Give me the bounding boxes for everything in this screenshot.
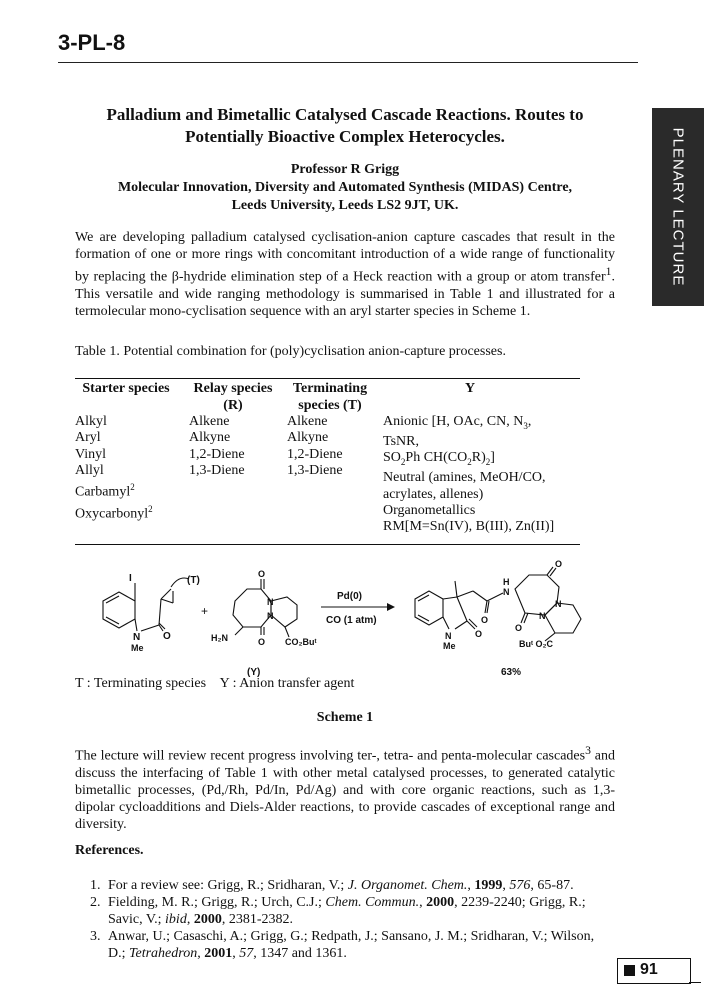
ref-sep: , bbox=[467, 878, 475, 893]
ref-text bbox=[108, 894, 615, 928]
table-cell-carbamyl bbox=[75, 479, 153, 501]
y-ketone-oxygen: O bbox=[258, 569, 266, 579]
title-line-1: Palladium and Bimetallic Catalysed Cascade Reactions. Routes to bbox=[106, 105, 584, 124]
amide-nitrogen: N bbox=[133, 632, 141, 643]
reagent-catalyst: Pd(0) bbox=[337, 591, 362, 602]
ref-year: 2000 bbox=[426, 895, 455, 910]
ref-number: 1. bbox=[90, 878, 101, 893]
table-top-rule bbox=[75, 378, 580, 379]
table-cell: 1,2-Diene bbox=[189, 446, 245, 462]
product-ketone-oxygen: O bbox=[555, 559, 563, 569]
author-name: Professor R Grigg bbox=[290, 162, 400, 177]
table-cell: Alkyne bbox=[287, 430, 329, 446]
author-block bbox=[75, 161, 615, 215]
column-relay bbox=[189, 414, 245, 479]
reagent-co: CO (1 atm) bbox=[326, 615, 377, 626]
iodide-atom: I bbox=[129, 573, 132, 584]
table-cell: Aryl bbox=[75, 430, 101, 446]
y-ester: CO₂Buᵗ bbox=[285, 637, 317, 647]
ref-journal: Tetrahedron bbox=[129, 946, 198, 961]
page-square-icon bbox=[624, 965, 635, 976]
scheme-label: Scheme 1 bbox=[316, 710, 374, 725]
ref-authors: For a review see: Grigg, R.; Sridharan, V.; bbox=[108, 878, 348, 893]
page-number-rule bbox=[689, 982, 701, 983]
ref-pages: , 2381-2382. bbox=[221, 912, 293, 927]
ref-text bbox=[108, 928, 615, 962]
intro-text-end: . This versatile and wide ranging methodology is summarised in Table 1 and illustrated for a termolecular mono-cyclisation sequence with an aryl starter species in Scheme 1. bbox=[75, 269, 615, 319]
anion-transfer-agent-structure bbox=[233, 579, 297, 637]
page-number: 91 bbox=[640, 961, 658, 978]
amide-oxygen: O bbox=[163, 631, 171, 642]
y1-sub: 3 bbox=[523, 420, 528, 431]
ref-sep: , bbox=[502, 878, 510, 893]
product-nitrogen: N bbox=[445, 631, 452, 641]
y3-a: SO bbox=[383, 450, 401, 466]
plus-sign: + bbox=[201, 604, 209, 618]
carbamyl-citation: 2 bbox=[130, 482, 135, 493]
reference-item bbox=[90, 928, 615, 962]
page-number-box bbox=[617, 958, 691, 984]
ref-journal: Chem. Commun. bbox=[325, 895, 420, 910]
affiliation-line-1: Molecular Innovation, Diversity and Automated Synthesis (MIDAS) Centre, bbox=[117, 180, 573, 195]
product-amide-h: H bbox=[503, 577, 510, 587]
header-relay-line1: Relay species bbox=[193, 381, 273, 396]
product-ring-nitrogen-1: N bbox=[555, 599, 562, 609]
reference-item bbox=[90, 894, 615, 928]
table-cell: 1,3-Diene bbox=[287, 462, 343, 478]
intro-paragraph bbox=[75, 229, 615, 320]
table-cell-y5: acrylates, allenes) bbox=[383, 486, 484, 502]
ref-volume: 576 bbox=[509, 878, 531, 893]
ref-journal: J. Organomet. Chem. bbox=[347, 878, 468, 893]
table-cell-y3 bbox=[383, 450, 554, 470]
ref-volume: 57 bbox=[239, 946, 254, 961]
oxycarbonyl-citation: 2 bbox=[148, 504, 153, 515]
header-relay-line2: (R) bbox=[223, 398, 243, 413]
y-amine: H₂N bbox=[211, 633, 228, 643]
table-cell: 1,3-Diene bbox=[189, 462, 245, 478]
table-cell: Alkene bbox=[189, 414, 230, 429]
product-yield: 63% bbox=[501, 667, 522, 678]
ref-pages: , 1347 and 1361. bbox=[253, 946, 347, 961]
table-bottom-rule bbox=[75, 544, 580, 545]
y-lactam-oxygen: O bbox=[258, 637, 266, 647]
section-side-tab bbox=[652, 108, 704, 306]
y1-text: Anionic [H, OAc, CN, N bbox=[383, 414, 524, 429]
table-cell: 1,2-Diene bbox=[287, 446, 343, 462]
column-starter bbox=[75, 414, 153, 523]
starting-material-structure bbox=[103, 578, 189, 631]
y3-c: R) bbox=[471, 450, 486, 466]
header-starter: Starter species bbox=[82, 381, 170, 396]
ref-sep: , bbox=[232, 946, 240, 961]
carbamyl-text: Carbamyl bbox=[75, 484, 131, 500]
y-label: (Y) bbox=[247, 667, 261, 678]
header-rule bbox=[58, 62, 638, 63]
table-cell: Alkene bbox=[287, 414, 328, 429]
title-line-2: Potentially Bioactive Complex Heterocycles. bbox=[185, 127, 505, 146]
y3-sub2: 2 bbox=[467, 457, 472, 468]
table-cell-y1 bbox=[383, 414, 554, 434]
body-citation: 3 bbox=[585, 744, 591, 757]
ref-pages: , 65-87. bbox=[530, 878, 574, 893]
y-ring-nitrogen-2: N bbox=[267, 611, 274, 621]
abstract-code: 3-PL-8 bbox=[58, 30, 126, 55]
t-marker-label: (T) bbox=[187, 575, 200, 586]
header-terminating bbox=[286, 380, 374, 414]
ref-authors: Anwar, U.; Casaschi, A.; Grigg, G.; Redpath, J.; Sansano, J. M.; Sridharan, V.; Wilson, D.; bbox=[108, 929, 595, 961]
y-ring-nitrogen-1: N bbox=[267, 597, 274, 607]
column-y bbox=[383, 414, 554, 536]
ref-number: 3. bbox=[90, 929, 101, 944]
y3-sub1: 2 bbox=[400, 457, 406, 468]
table-cell: Allyl bbox=[75, 462, 104, 478]
table-caption: Table 1. Potential combination for (poly)cyclisation anion-capture processes. bbox=[75, 344, 506, 359]
body-text: The lecture will review recent progress involving ter-, tetra- and penta-molecular cascades bbox=[75, 748, 586, 764]
ref-authors: Fielding, M. R.; Grigg, R.; Urch, C.J.; bbox=[108, 895, 326, 910]
intro-text: We are developing palladium catalysed cyclisation-anion capture cascades that result in the formation of one or more rings with concomitant introduction of a wide range of functionality by replacing the β-hydride elimination step of a Heck reaction with a group or atom transfer bbox=[75, 230, 615, 285]
column-terminating bbox=[287, 414, 343, 479]
table-cell-y2: TsNR, bbox=[383, 434, 419, 450]
ref-continuation: , 2239-2240; Grigg, R.; Savic, V.; bbox=[108, 895, 586, 927]
table-cell: Alkyne bbox=[189, 430, 231, 446]
n-methyl: Me bbox=[131, 643, 144, 653]
side-tab-label: PLENARY LECTURE bbox=[669, 127, 687, 287]
ref-text bbox=[108, 877, 615, 894]
product-n-methyl: Me bbox=[443, 641, 456, 651]
ref-sep: , bbox=[197, 946, 205, 961]
y1-end: , bbox=[527, 414, 532, 429]
y3-b: Ph CH(CO bbox=[405, 450, 468, 466]
reference-item bbox=[90, 877, 615, 894]
product-lactam-oxygen: O bbox=[515, 623, 523, 633]
body-paragraph bbox=[75, 742, 615, 833]
paper-title bbox=[75, 104, 615, 148]
product-ester: Buᵗ O₂C bbox=[519, 639, 553, 649]
ref-year: 1999 bbox=[474, 878, 503, 893]
y3-sub3: 2 bbox=[485, 457, 491, 468]
references-heading: References. bbox=[75, 843, 144, 858]
reaction-arrowhead bbox=[387, 603, 395, 611]
ref-number: 2. bbox=[90, 895, 101, 910]
affiliation-line-2: Leeds University, Leeds LS2 9JT, UK. bbox=[231, 198, 459, 213]
intro-citation: 1 bbox=[605, 265, 612, 278]
table-cell-oxycarbonyl bbox=[75, 501, 153, 523]
header-relay bbox=[188, 380, 278, 414]
product-amide-oxygen: O bbox=[481, 615, 489, 625]
ref-sep: , bbox=[419, 895, 427, 910]
table-cell-y6: Organometallics bbox=[383, 503, 476, 519]
table-cell: Vinyl bbox=[75, 446, 107, 462]
scheme-definitions: T : Terminating species Y : Anion transfer agent bbox=[75, 676, 355, 691]
ref-year: 2001 bbox=[204, 946, 233, 961]
ref-year: 2000 bbox=[193, 912, 222, 927]
product-oxindole-oxygen: O bbox=[475, 629, 483, 639]
ref-sep: , bbox=[186, 912, 194, 927]
header-term-line1: Terminating bbox=[292, 381, 368, 396]
table-cell-y7: RM[M=Sn(IV), B(III), Zn(II)] bbox=[383, 519, 555, 535]
header-y: Y bbox=[464, 381, 476, 396]
y3-d: ] bbox=[490, 450, 495, 466]
ref-ibid: ibid bbox=[165, 912, 187, 927]
product-ring-nitrogen-2: N bbox=[539, 611, 546, 621]
header-term-line2: species (T) bbox=[298, 398, 362, 413]
oxycarbonyl-text: Oxycarbonyl bbox=[75, 506, 149, 522]
reaction-scheme bbox=[75, 556, 615, 696]
table-cell: Alkyl bbox=[75, 414, 107, 429]
product-amide-nitrogen: N bbox=[503, 587, 510, 597]
table-cell-y4: Neutral (amines, MeOH/CO, bbox=[383, 470, 546, 486]
body-text-end: and discuss the interfacing of Table 1 with other metal catalysed processes, to generated catalytic bimetallic processes, (Pd,/Rh, Pd/In, Pd/Ag) and with core organic reactions, such as 1,3-dipolar cycloadditions and Diels-Alder reactions, to provide cascades of exceptional range and diversity. bbox=[75, 748, 616, 832]
